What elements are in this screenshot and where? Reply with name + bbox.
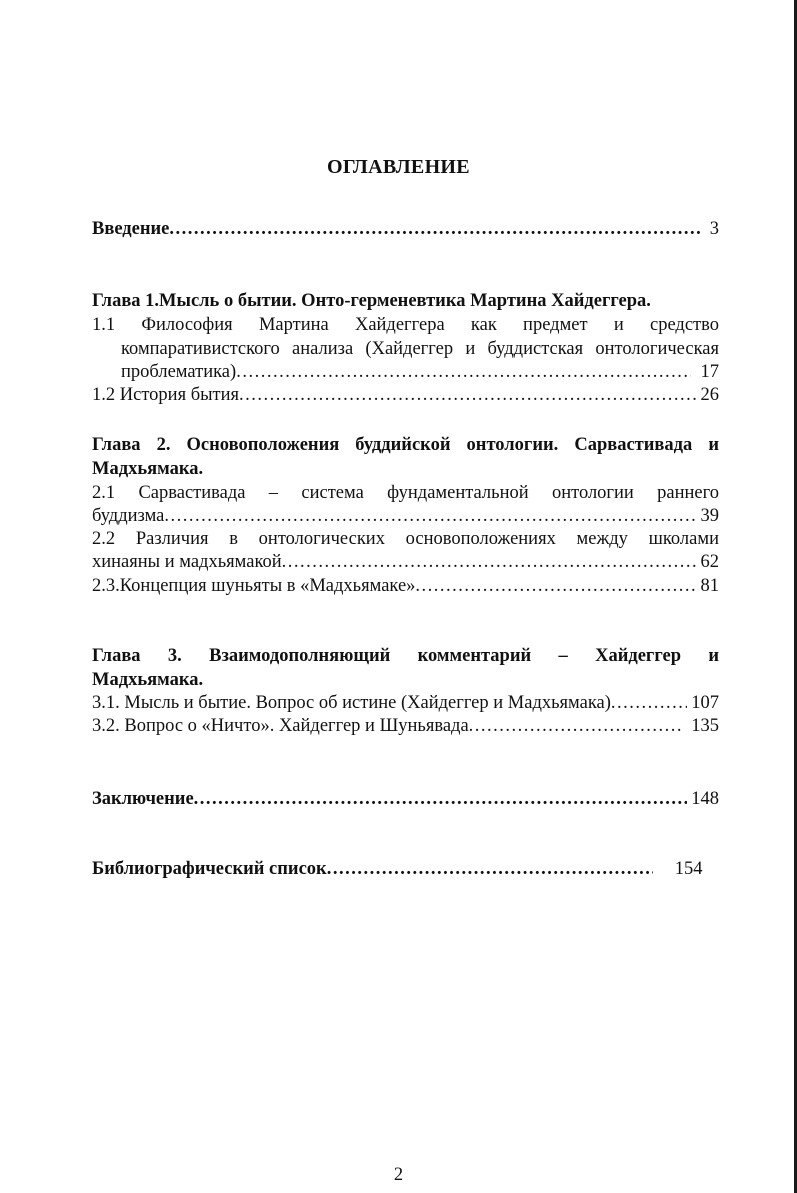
toc-entry-1-1-line2[interactable]: компаративистского анализа (Хайдеггер и буддистская онтологическая bbox=[121, 339, 719, 359]
toc-leader-dots bbox=[282, 551, 697, 573]
toc-page-number: 62 bbox=[700, 552, 719, 572]
toc-entry-2-1-line1[interactable]: 2.1 Сарвастивада – система фундаментальной онтологии раннего bbox=[92, 483, 719, 503]
toc-entry-1-1[interactable] bbox=[121, 361, 719, 383]
toc-entry-intro[interactable] bbox=[92, 218, 719, 240]
toc-label: 3.2. Вопрос о «Ничто». Хайдеггер и Шуньявада bbox=[92, 716, 469, 736]
page-title: ОГЛАВЛЕНИЕ bbox=[327, 156, 470, 178]
toc-leader-dots bbox=[611, 692, 687, 714]
toc-page-number: 154 bbox=[674, 859, 703, 879]
toc-leader-dots bbox=[415, 575, 696, 597]
toc-entry-bibliography[interactable] bbox=[92, 858, 719, 880]
toc-leader-dots bbox=[164, 505, 696, 527]
toc-page-number: 3 bbox=[709, 219, 719, 239]
chapter2-heading-line2: Мадхьямака. bbox=[92, 459, 204, 479]
toc-page-number: 107 bbox=[691, 693, 719, 713]
toc-page-number: 39 bbox=[700, 506, 719, 526]
toc-leader-dots bbox=[236, 361, 690, 383]
toc-leader-dots bbox=[169, 218, 699, 240]
toc-label: проблематика) bbox=[121, 362, 237, 382]
toc-label: 1.2 История бытия bbox=[92, 385, 240, 405]
toc-label: Библиографический список bbox=[92, 859, 327, 879]
chapter1-heading: Глава 1.Мысль о бытии. Онто-герменевтика Мартина Хайдеггера. bbox=[92, 291, 651, 311]
toc-label: 2.3.Концепция шуньяты в «Мадхьямаке» bbox=[92, 576, 416, 596]
toc-page-number: 81 bbox=[700, 576, 719, 596]
page-number: 2 bbox=[393, 1165, 404, 1185]
toc-leader-dots bbox=[194, 788, 688, 810]
toc-label: хинаяны и мадхьямакой bbox=[92, 552, 282, 572]
toc-entry-1-1-line1[interactable]: 1.1 Философия Мартина Хайдеггера как предмет и средство bbox=[92, 315, 719, 335]
toc-page-number: 148 bbox=[691, 789, 719, 809]
toc-entry-2-2-line1[interactable]: 2.2 Различия в онтологических основоположениях между школами bbox=[92, 529, 719, 549]
toc-page-number: 26 bbox=[700, 385, 719, 405]
toc-label: Введение bbox=[92, 219, 170, 239]
chapter3-heading-line2: Мадхьямака. bbox=[92, 670, 204, 690]
toc-entry-2-3[interactable] bbox=[92, 575, 719, 597]
toc-label: буддизма bbox=[92, 506, 165, 526]
toc-page-number: 17 bbox=[700, 362, 719, 382]
toc-page-number: 135 bbox=[691, 716, 719, 736]
toc-leader-dots bbox=[469, 715, 682, 737]
toc-entry-2-2[interactable] bbox=[92, 551, 719, 573]
toc-leader-dots bbox=[327, 858, 653, 880]
toc-label: Заключение bbox=[92, 789, 194, 809]
toc-entry-3-1[interactable] bbox=[92, 692, 719, 714]
toc-entry-conclusion[interactable] bbox=[92, 788, 719, 810]
toc-entry-3-2[interactable] bbox=[92, 715, 719, 737]
toc-entry-1-2[interactable] bbox=[92, 384, 719, 406]
toc-label: 3.1. Мысль и бытие. Вопрос об истине (Хайдеггер и Мадхьямака) bbox=[92, 693, 611, 713]
toc-leader-dots bbox=[239, 384, 696, 406]
chapter2-heading-line1: Глава 2. Основоположения буддийской онтологии. Сарвастивада и bbox=[92, 435, 719, 455]
toc-entry-2-1[interactable] bbox=[92, 505, 719, 527]
chapter3-heading-line1: Глава 3. Взаимодополняющий комментарий – Хайдеггер и bbox=[92, 646, 719, 666]
